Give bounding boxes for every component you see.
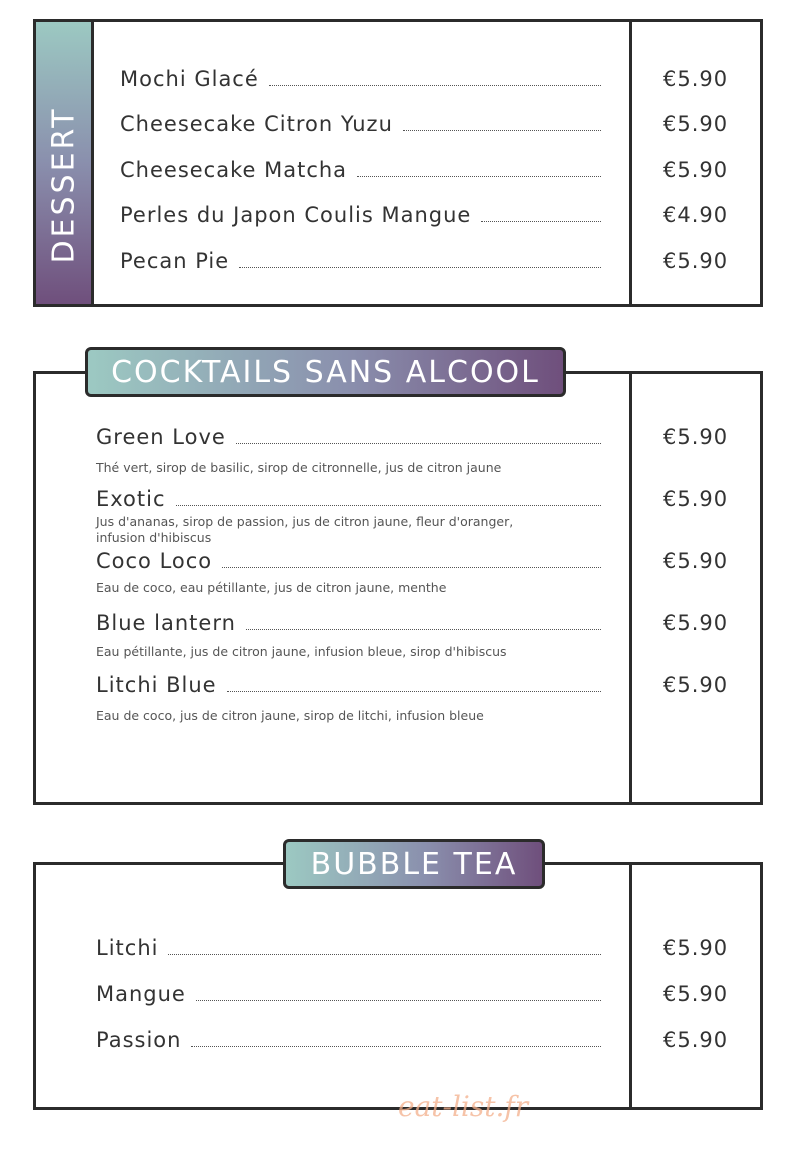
dessert-title: DESSERT [46, 106, 82, 264]
item-name: Pecan Pie [120, 249, 230, 273]
item-price: €5.90 [663, 487, 729, 511]
cocktails-title: COCKTAILS SANS ALCOOL [85, 347, 566, 397]
bubble-tea-title: BUBBLE TEA [283, 839, 545, 889]
item-price: €5.90 [663, 936, 729, 960]
cocktails-section [33, 371, 763, 805]
item-description: Thé vert, sirop de basilic, sirop de citronnelle, jus de citron jaune [96, 460, 502, 475]
leader-dots [269, 84, 601, 86]
item-price: €5.90 [663, 249, 729, 273]
item-price: €5.90 [663, 425, 729, 449]
leader-dots [222, 566, 601, 568]
menu-item [120, 66, 601, 96]
item-name: Litchi [96, 936, 159, 960]
item-name: Mochi Glacé [120, 67, 259, 91]
item-name: Blue lantern [96, 611, 236, 635]
item-name: Litchi Blue [96, 673, 217, 697]
menu-item [96, 548, 601, 595]
item-price: €5.90 [663, 611, 729, 635]
item-description: Eau de coco, eau pétillante, jus de citron jaune, menthe [96, 580, 447, 595]
menu-item [96, 610, 601, 659]
item-price: €4.90 [663, 203, 729, 227]
watermark: eat-list.fr [398, 1090, 529, 1123]
leader-dots [239, 266, 601, 268]
menu-item [96, 672, 601, 723]
item-price: €5.90 [663, 67, 729, 91]
leader-dots [227, 690, 601, 692]
item-name: Coco Loco [96, 549, 213, 573]
item-name: Green Love [96, 425, 226, 449]
menu-item [96, 935, 601, 965]
leader-dots [191, 1045, 601, 1047]
leader-dots [176, 504, 601, 506]
item-description: Jus d'ananas, sirop de passion, jus de citron jaune, fleur d'oranger, infusion d'hibiscus [96, 514, 514, 545]
item-price: €5.90 [663, 673, 729, 697]
menu-item [96, 1027, 601, 1057]
dessert-section [33, 19, 763, 307]
menu-item [120, 111, 601, 141]
menu-item [96, 424, 601, 475]
menu-item [96, 486, 601, 545]
item-name: Mangue [96, 982, 186, 1006]
item-name: Exotic [96, 487, 166, 511]
leader-dots [196, 999, 601, 1001]
leader-dots [168, 953, 601, 955]
leader-dots [403, 129, 601, 131]
menu-item [120, 248, 601, 278]
leader-dots [481, 220, 601, 222]
item-name: Passion [96, 1028, 182, 1052]
menu-item [96, 981, 601, 1011]
item-price: €5.90 [663, 158, 729, 182]
bubble-tea-section [33, 862, 763, 1110]
leader-dots [357, 175, 601, 177]
item-name: Perles du Japon Coulis Mangue [120, 203, 472, 227]
dessert-side-tab [36, 22, 94, 304]
item-price: €5.90 [663, 982, 729, 1006]
item-price: €5.90 [663, 112, 729, 136]
leader-dots [246, 628, 601, 630]
menu-item [120, 157, 601, 187]
item-name: Cheesecake Matcha [120, 158, 348, 182]
item-description: Eau pétillante, jus de citron jaune, infusion bleue, sirop d'hibiscus [96, 644, 507, 659]
item-price: €5.90 [663, 1028, 729, 1052]
item-name: Cheesecake Citron Yuzu [120, 112, 393, 136]
item-description: Eau de coco, jus de citron jaune, sirop de litchi, infusion bleue [96, 708, 484, 723]
item-price: €5.90 [663, 549, 729, 573]
leader-dots [236, 442, 601, 444]
menu-item [120, 202, 601, 232]
